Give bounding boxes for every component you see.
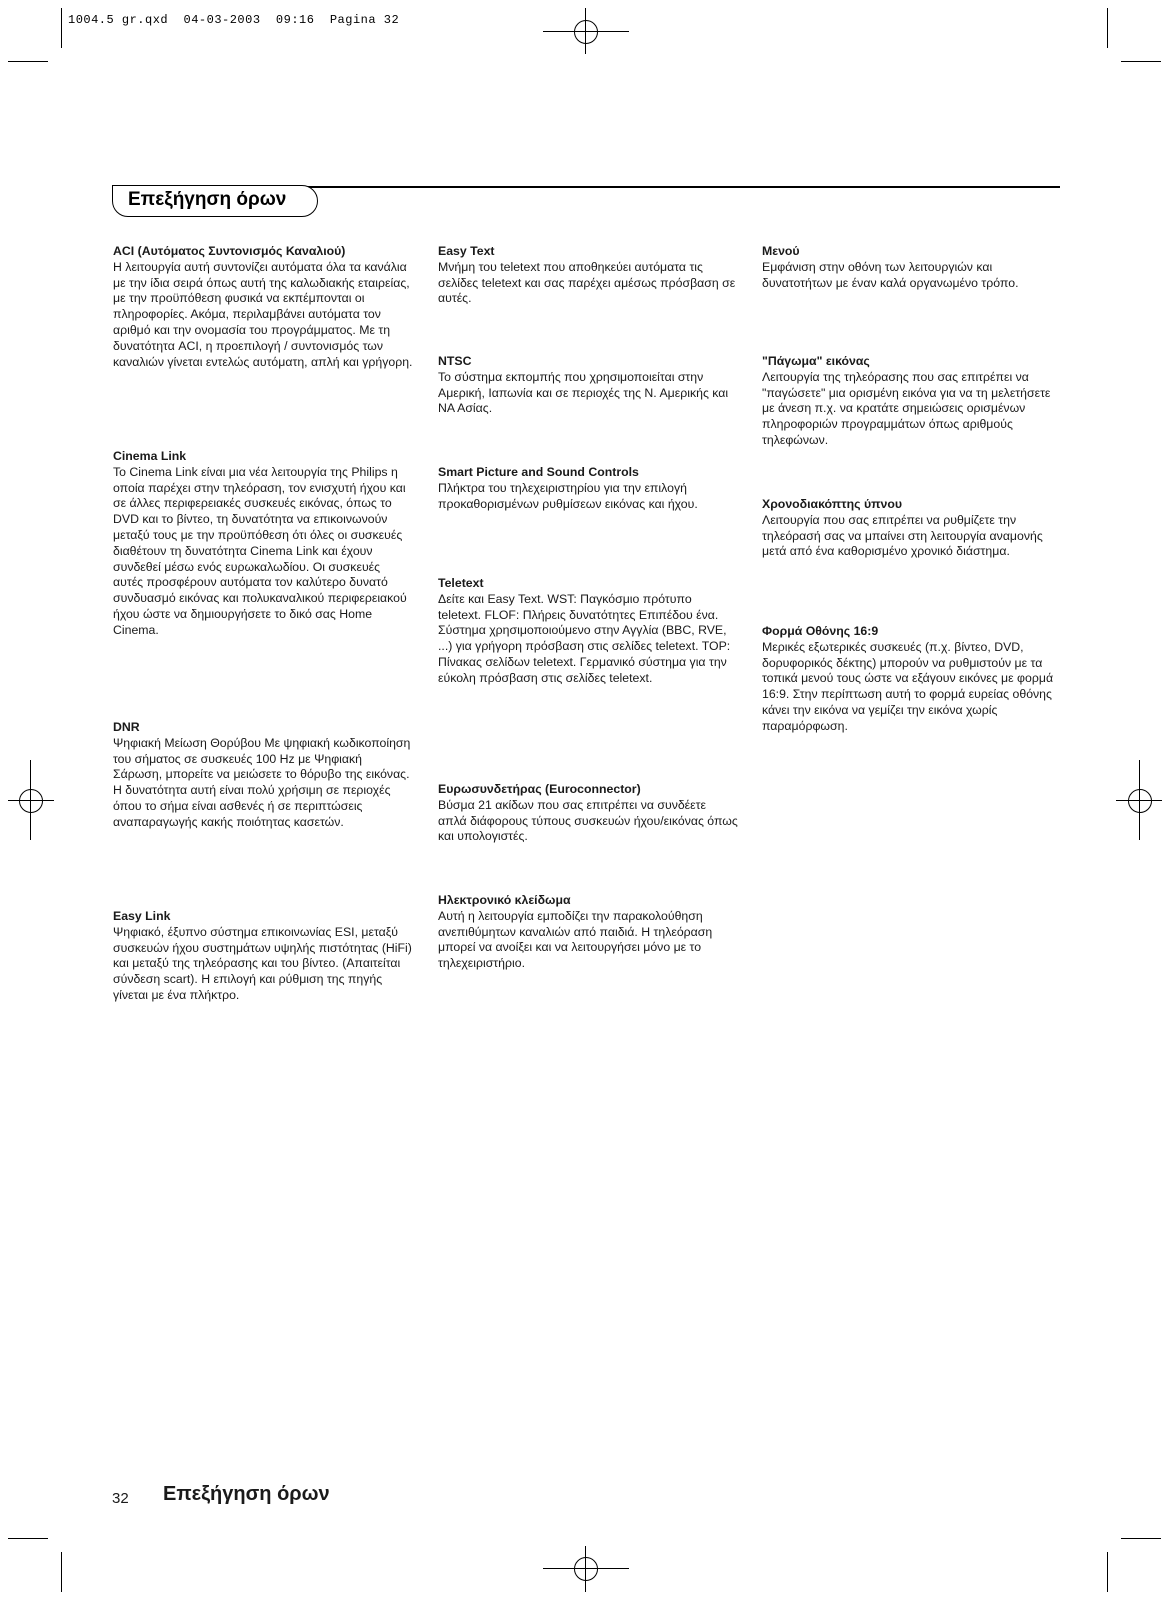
glossary-description: Δείτε και Easy Text. WST: Παγκόσμιο πρότυπο teletext. FLOF: Πλήρεις δυνατότητες Επιπέδου ένα. Σύστημα χρησιμοποιούμενο στην Αγγλία (BBC, RVE, ...) για γρήγορη πρόσβαση στις σελίδες teletext. TOP: Πίνακας σελίδων teletext. Γερμανικό σύστημα για την εύκολη πρόσβαση στις σελίδες teletext.	[438, 591, 731, 685]
glossary-entry-sleep-timer	[762, 497, 1062, 560]
glossary-entry-dnr	[113, 720, 413, 831]
glossary-description: Το Cinema Link είναι μια νέα λειτουργία της Philips η οποία παρέχει στην τηλεόραση, τον ενισχυτή ήχου και σε άλλες περιφερειακές συσκευές εικόνας, όπως το DVD και το βίντεο, τη δυνατότητα να επικοινωνούν μεταξύ τους με την προϋπόθεση ότι όλες οι συσκευές διαθέτουν τη δυνατότητα Cinema Link και έχουν συνδεθεί μέσω ενός ευρωκαλωδίου. Οι συσκευές αυτές προσφέρουν αυτόματα τον καλύτερο δυνατό συνδυασμό εικόνας και πολυκαναλικού περιφερειακού ήχου ώστε να δημιουργήσετε το δικό σας Home Cinema.	[113, 464, 407, 637]
glossary-entry-menu	[762, 244, 1062, 291]
crop-mark	[61, 1552, 62, 1592]
glossary-description: Βύσμα 21 ακίδων που σας επιτρέπει να συνδέετε απλά διάφορους τύπους συσκευών ήχου/εικόνας όπως και υπολογιστές.	[438, 797, 738, 844]
glossary-term: Easy Link	[113, 909, 171, 923]
page-number: 32	[112, 1490, 129, 1507]
glossary-entry-euroconnector	[438, 782, 738, 845]
glossary-description: Ψηφιακή Μείωση Θορύβου Με ψηφιακή κωδικοποίηση του σήματος σε συσκευές 100 Hz με Ψηφιακή Σάρωση, μπορείτε να μειώσετε το θόρυβο της εικόνας. Η δυνατότητα αυτή είναι πολύ χρήσιμη σε περιοχές όπου το σήμα είναι ασθενές ή σε περιπτώσεις αναπαραγωγής κακής ποιότητας κασετών.	[113, 735, 411, 829]
glossary-description: Πλήκτρα του τηλεχειριστηρίου για την επιλογή προκαθορισμένων ρυθμίσεων εικόνας και ήχου.	[438, 480, 698, 511]
glossary-term: Φορμά Οθόνης 16:9	[762, 624, 879, 638]
glossary-entry-ntsc	[438, 354, 738, 417]
glossary-entry-cinema-link	[113, 449, 413, 639]
glossary-entry-electronic-lock	[438, 893, 738, 972]
glossary-term: ACI (Αυτόματος Συντονισμός Καναλιού)	[113, 244, 346, 258]
glossary-description: Μερικές εξωτερικές συσκευές (π.χ. βίντεο, DVD, δορυφορικός δέκτης) μπορούν να ρυθμιστούν με τα τοπικά μενού τους ώστε να εξάγουν εικόνες με φορμά 16:9. Στην περίπτωση αυτή το φορμά ευρείας οθόνης κάνει την εικόνα να γεμίζει την εικόνα χωρίς παραμόρφωση.	[762, 639, 1054, 733]
glossary-term: Μενού	[762, 244, 800, 258]
crop-mark	[1107, 8, 1108, 48]
glossary-term: Easy Text	[438, 244, 495, 258]
footer-title: Επεξήγηση όρων	[163, 1483, 330, 1505]
crop-mark	[8, 1538, 48, 1539]
crop-mark	[61, 8, 62, 48]
glossary-entry-teletext	[438, 576, 738, 687]
glossary-entry-16-9-format	[762, 624, 1062, 735]
glossary-entry-freeze	[762, 354, 1062, 449]
glossary-entry-easy-text	[438, 244, 738, 307]
glossary-description: Αυτή η λειτουργία εμποδίζει την παρακολούθηση ανεπιθύμητων καναλιών από παιδιά. Η τηλεόραση μπορεί να ανοίξει και να λειτουργήσει μόνο με το τηλεχειριστήριο.	[438, 908, 713, 971]
glossary-description: Εμφάνιση στην οθόνη των λειτουργιών και δυνατοτήτων με έναν καλά οργανωμένο τρόπο.	[762, 259, 1019, 290]
glossary-entry-easy-link	[113, 909, 413, 1004]
glossary-description: Λειτουργία που σας επιτρέπει να ρυθμίζετε την τηλεόρασή σας να μπαίνει στη λειτουργία αναμονής μετά από ένα καθορισμένο χρονικό διάστημα.	[762, 512, 1043, 559]
glossary-term: Teletext	[438, 576, 484, 590]
glossary-term: Smart Picture and Sound Controls	[438, 465, 639, 479]
glossary-term: NTSC	[438, 354, 472, 368]
glossary-description: Λειτουργία της τηλεόρασης που σας επιτρέπει να "παγώσετε" μια ορισμένη εικόνα για να τη μελετήσετε με άνεση π.χ. να κρατάτε σημειώσεις ορισμένων πληροφοριών προγραμμάτων όπως αριθμούς τηλεφώνων.	[762, 369, 1051, 447]
crop-mark	[1121, 61, 1161, 62]
crop-mark	[1107, 1552, 1108, 1592]
glossary-description: Μνήμη του teletext που αποθηκεύει αυτόματα τις σελίδες teletext και σας παρέχει αμέσως πρόσβαση σε αυτές.	[438, 259, 736, 306]
section-title: Επεξήγηση όρων	[128, 189, 287, 210]
glossary-term: "Πάγωμα" εικόνας	[762, 354, 870, 368]
print-slug: 1004.5 gr.qxd 04-03-2003 09:16 Pagina 32	[68, 13, 400, 27]
glossary-term: Cinema Link	[113, 449, 187, 463]
crop-mark	[8, 61, 48, 62]
glossary-entry-aci	[113, 244, 413, 370]
glossary-description: Το σύστημα εκπομπής που χρησιμοποιείται στην Αμερική, Ιαπωνία και σε περιοχές της Ν. Αμερικής και ΝΑ Ασίας.	[438, 369, 729, 416]
crop-mark	[1121, 1538, 1161, 1539]
glossary-term: Ηλεκτρονικό κλείδωμα	[438, 893, 571, 907]
glossary-term: Ευρωσυνδετήρας (Euroconnector)	[438, 782, 641, 796]
glossary-term: Χρονοδιακόπτης ύπνου	[762, 497, 903, 511]
glossary-description: Ψηφιακό, έξυπνο σύστημα επικοινωνίας ESI, μεταξύ συσκευών ήχου συστημάτων υψηλής πιστότητας (HiFi) και μεταξύ της τηλεόρασης και του βίντεο. (Απαιτείται σύνδεση scart). Η επιλογή και ρύθμιση της πηγής γίνεται με ένα πλήκτρο.	[113, 924, 412, 1002]
glossary-term: DNR	[113, 720, 140, 734]
glossary-description: Η λειτουργία αυτή συντονίζει αυτόματα όλα τα κανάλια με την ίδια σειρά όπως αυτή της καλωδιακής εταιρείας, με την προϋπόθεση φυσικά να εκπέμπονται οι πληροφορίες. Ακόμα, περιλαμβάνει αυτόματα τον αριθμό και την ονομασία του προγράμματος. Με τη δυνατότητα ACI, η προεπιλογή / συντονισμός των καναλιών γίνεται εντελώς αυτόματη, απλή και γρήγορη.	[113, 259, 413, 369]
glossary-entry-smart-controls	[438, 465, 738, 512]
